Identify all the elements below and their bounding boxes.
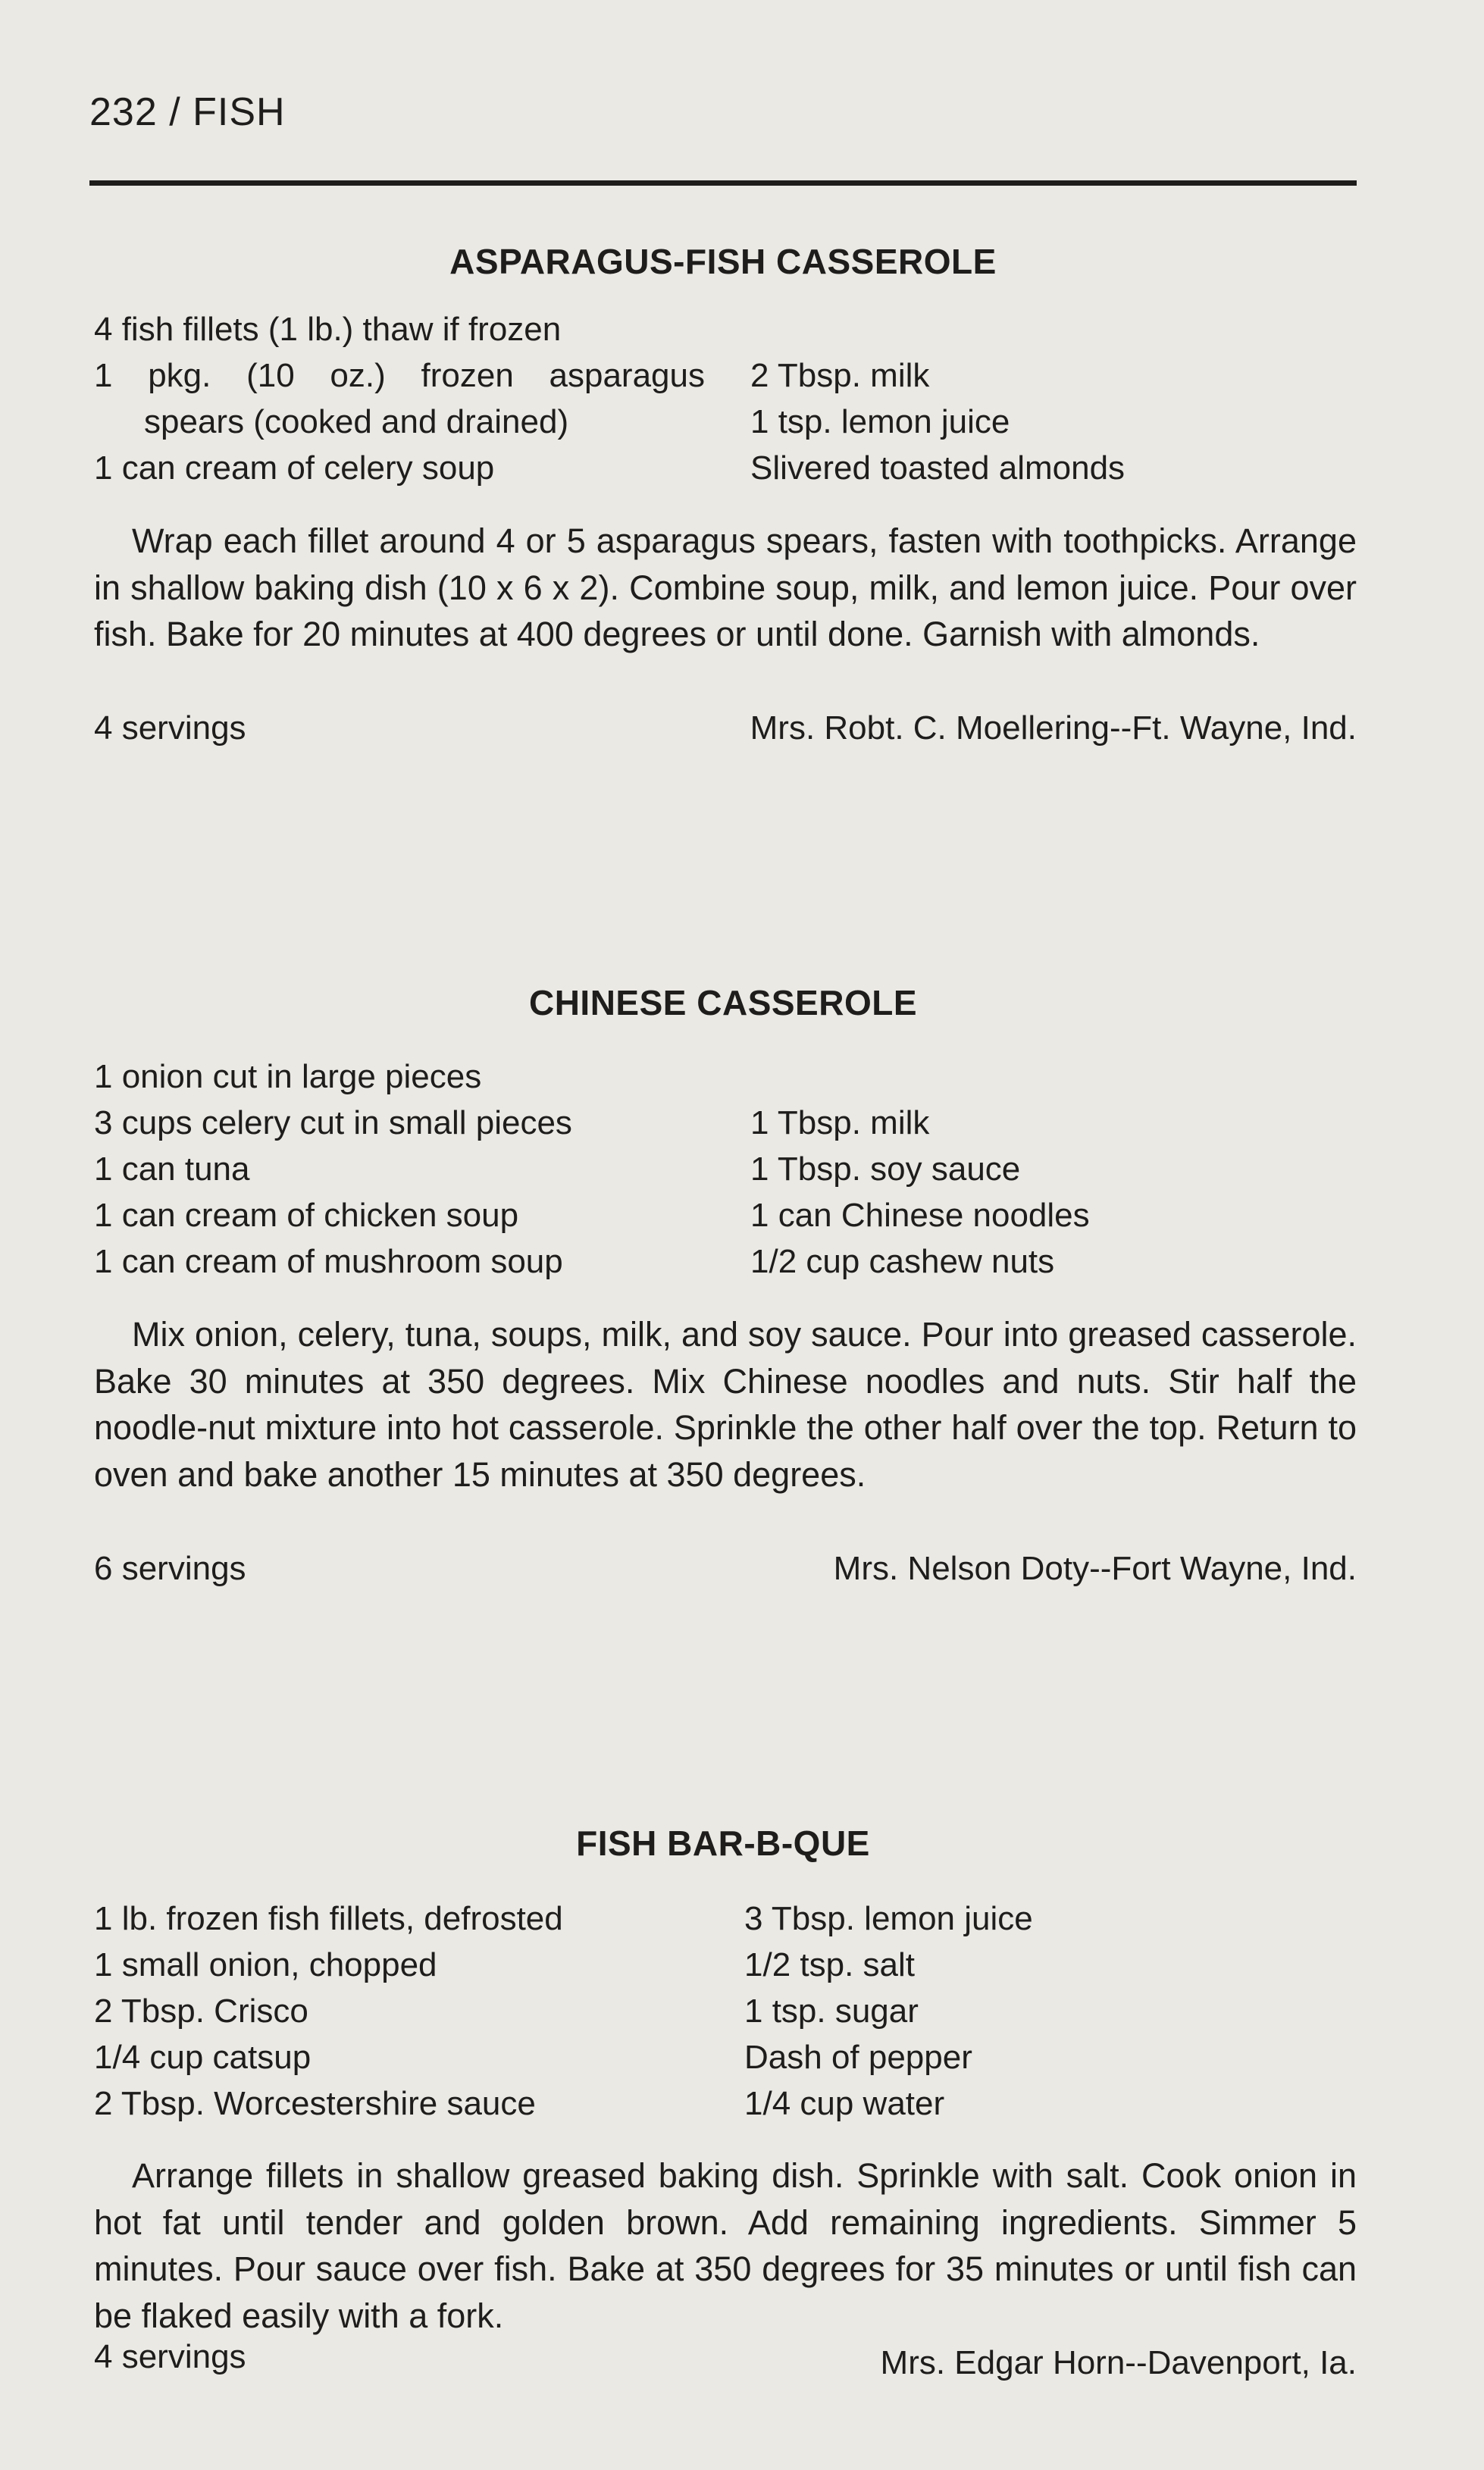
ingredient: 4 fish fillets (1 lb.) thaw if frozen <box>94 311 562 348</box>
servings: 6 servings <box>94 1550 246 1587</box>
servings: 4 servings <box>94 2338 246 2375</box>
ingredient: 1 small onion, chopped <box>94 1946 437 1983</box>
ingredient: spears (cooked and drained) <box>144 403 569 440</box>
ingredient: 1 tsp. lemon juice <box>750 403 1010 440</box>
contributor: Mrs. Robt. C. Moellering--Ft. Wayne, Ind. <box>750 709 1357 747</box>
ingredient: 3 cups celery cut in small pieces <box>94 1104 572 1141</box>
header-rule <box>89 180 1357 186</box>
ingredient: 2 Tbsp. milk <box>750 357 930 394</box>
ingredient: 1 pkg. (10 oz.) frozen asparagus <box>94 357 705 394</box>
recipe-directions: Wrap each fillet around 4 or 5 asparagus spears, fasten with toothpicks. Arrange in shallow baking dish (10 x 6 x 2). Combine soup, milk, and lemon juice. Pour over fish. Bake for 20 minutes at 400 degrees or until done. Garnish with almonds. <box>94 521 1357 653</box>
ingredient: 1 can cream of chicken soup <box>94 1197 519 1234</box>
recipe-directions: Mix onion, celery, tuna, soups, milk, and soy sauce. Pour into greased casserole. Bake 30 minutes at 350 degrees. Mix Chinese noodles and nuts. Stir half the noodle-nut mixture into hot casserole. Sprinkle the other half over the top. Return to oven and bake another 15 minutes at 350 degrees. <box>94 1315 1357 1494</box>
ingredient: 1 Tbsp. soy sauce <box>750 1150 1021 1188</box>
ingredient: 3 Tbsp. lemon juice <box>744 1900 1033 1937</box>
ingredient: 1/2 tsp. salt <box>744 1946 916 1983</box>
contributor: Mrs. Edgar Horn--Davenport, Ia. <box>880 2344 1357 2381</box>
recipe-directions: Arrange fillets in shallow greased baking dish. Sprinkle with salt. Cook onion in hot fat until tender and golden brown. Add remaining ingredients. Simmer 5 minutes. Pour sauce over fish. Bake at 350 degrees for 35 minutes or until fish can be flaked easily with a fork. <box>94 2156 1357 2335</box>
ingredient: 1 can tuna <box>94 1150 250 1188</box>
ingredient: 1 onion cut in large pieces <box>94 1058 482 1095</box>
contributor: Mrs. Nelson Doty--Fort Wayne, Ind. <box>833 1550 1357 1587</box>
ingredient: 2 Tbsp. Crisco <box>94 1993 308 2030</box>
ingredient: 1 can cream of mushroom soup <box>94 1243 563 1280</box>
recipe-title: FISH BAR-B-QUE <box>576 1824 870 1863</box>
ingredient: 1 Tbsp. milk <box>750 1104 930 1141</box>
ingredient: 1 can cream of celery soup <box>94 449 495 487</box>
ingredient: 1/4 cup catsup <box>94 2039 312 2076</box>
ingredient: 1/4 cup water <box>744 2085 945 2122</box>
ingredient: 2 Tbsp. Worcestershire sauce <box>94 2085 536 2122</box>
recipe-title: ASPARAGUS-FISH CASSEROLE <box>449 242 997 281</box>
recipe-title: CHINESE CASSEROLE <box>528 983 918 1022</box>
ingredient: 1 lb. frozen fish fillets, defrosted <box>94 1900 563 1937</box>
ingredient: Dash of pepper <box>744 2039 972 2076</box>
ingredient: 1/2 cup cashew nuts <box>750 1243 1055 1280</box>
ingredient: 1 can Chinese noodles <box>750 1197 1090 1234</box>
servings: 4 servings <box>94 709 246 747</box>
ingredient: 1 tsp. sugar <box>744 1993 919 2030</box>
ingredient: Slivered toasted almonds <box>750 449 1126 487</box>
page-header: 232 / FISH <box>89 90 286 134</box>
